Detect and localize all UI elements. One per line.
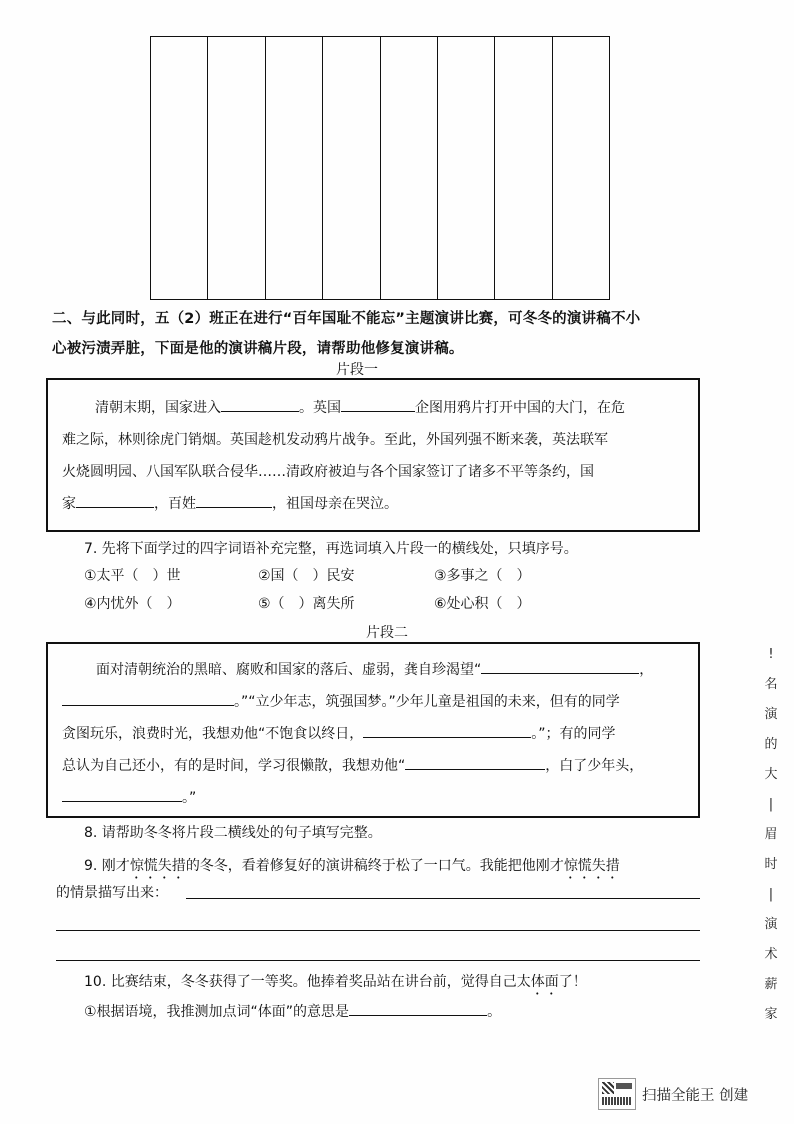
passage-2-blank-5[interactable]	[62, 786, 182, 802]
strip-char: 时	[764, 857, 778, 872]
q9-text: 9. 刚才	[84, 858, 130, 874]
passage-2-title: 片段二	[366, 625, 408, 641]
grid-column	[207, 37, 264, 299]
passage-2-blank-2[interactable]	[62, 690, 234, 706]
passage-2-text: 总认为自己还小，有的是时间，学习很懒散，我想劝他“	[62, 758, 406, 774]
strip-char: 演	[764, 707, 778, 722]
section-2-line-2: 心被污渍弄脏，下面是他的演讲稿片段，请帮助他修复演讲稿。	[52, 341, 464, 357]
strip-char: |	[768, 887, 774, 902]
question-10-line-2	[84, 999, 501, 1025]
passage-2-text: 。”；有的同学	[531, 726, 616, 742]
strip-char: 术	[764, 947, 778, 962]
passage-1-text: 家	[62, 496, 76, 512]
question-7-stem: 7. 先将下面学过的四字词语补充完整，再选词填入片段一的横线处，只填序号。	[84, 541, 578, 557]
passage-2-blank-1[interactable]	[481, 658, 639, 674]
q7-option-1: ①太平（ ）世	[84, 568, 181, 584]
grid-column	[494, 37, 551, 299]
passage-2-text: 。”	[182, 790, 197, 806]
question-10-line-1	[84, 969, 587, 998]
passage-1-text: ，祖国母亲在哭泣。	[272, 496, 398, 512]
passage-1-blank-3[interactable]	[76, 492, 154, 508]
passage-2-text: 面对清朝统治的黑暗、腐败和国家的落后、虚弱，龚自珍渴望“	[96, 662, 482, 678]
scanner-watermark	[598, 1079, 748, 1109]
passage-1-box	[46, 378, 700, 532]
strip-char: 演	[764, 917, 778, 932]
strip-char: !	[768, 647, 774, 662]
q9-answer-line-2[interactable]	[56, 930, 700, 931]
passage-1-blank-2[interactable]	[341, 396, 415, 412]
q10-text: ①根据语境，我推测加点词“体面”的意思是	[84, 1004, 350, 1020]
passage-2-blank-4[interactable]	[405, 754, 545, 770]
grid-column	[380, 37, 437, 299]
strip-char: 眉	[764, 827, 778, 842]
q9-dotted-word: 惊慌失措	[563, 858, 620, 874]
passage-1-line-3: 火烧圆明园、八国军队联合侵华……清政府被迫与各个国家签订了诸多不平等条约，国	[62, 464, 594, 480]
grid-column	[151, 37, 207, 299]
strip-char: 的	[764, 737, 778, 752]
strip-char: 名	[764, 677, 778, 692]
q7-option-6: ⑥处心积（ ）	[434, 596, 531, 612]
watermark-text: 扫描全能王 创建	[642, 1087, 749, 1104]
question-9-line-1	[84, 852, 704, 882]
q10-answer-blank[interactable]	[349, 1000, 487, 1016]
passage-1-blank-4[interactable]	[196, 492, 272, 508]
q10-text: 。	[487, 1004, 502, 1020]
section-2-heading	[52, 304, 712, 364]
grid-column	[437, 37, 494, 299]
q10-text: 了！	[558, 974, 587, 990]
passage-1-blank-1[interactable]	[221, 396, 299, 412]
question-9-line-2: 的情景描写出来：	[56, 885, 168, 901]
q10-text: 10. 比赛结束，冬冬获得了一等奖。他捧着奖品站在讲台前，觉得自己太	[84, 974, 531, 990]
qr-code-icon	[598, 1078, 636, 1110]
passage-2-blank-3[interactable]	[363, 722, 531, 738]
strip-char: 薪	[764, 977, 778, 992]
passage-1-title: 片段一	[336, 362, 378, 378]
q10-dotted-word: 体面	[530, 974, 559, 990]
passage-2-text: 贪图玩乐，浪费时光，我想劝他“不饱食以终日，	[62, 726, 364, 742]
passage-2-text: ，白了少年头，	[545, 758, 644, 774]
passage-1-text: 企图用鸦片打开中国的大门，在危	[415, 400, 625, 416]
strip-char: |	[768, 797, 774, 812]
strip-char: 大	[764, 767, 778, 782]
q7-option-3: ③多事之（ ）	[434, 568, 531, 584]
grid-column	[265, 37, 322, 299]
q7-option-2: ②国（ ）民安	[258, 568, 355, 584]
passage-1-text: ，百姓	[154, 496, 196, 512]
passage-1-text: 清朝末期，国家进入	[95, 400, 221, 416]
q7-option-5: ⑤（ ）离失所	[258, 596, 355, 612]
passage-2-box	[46, 642, 700, 818]
section-2-line-1: 二、与此同时，五（2）班正在进行“百年国耻不能忘”主题演讲比赛，可冬冬的演讲稿不小	[52, 311, 641, 327]
passage-2-text: 。”“立少年志，筑强国梦。”少年儿童是祖国的未来，但有的同学	[234, 694, 620, 710]
passage-1-text: 。英国	[299, 400, 341, 416]
right-edge-strip	[760, 640, 782, 1030]
grid-column	[322, 37, 379, 299]
question-8: 8. 请帮助冬冬将片段二横线处的句子填写完整。	[84, 825, 382, 841]
writing-grid	[150, 36, 610, 300]
passage-2-text: ，	[639, 662, 654, 678]
q9-dotted-word: 惊慌失措	[129, 858, 186, 874]
q9-answer-line-1[interactable]	[186, 898, 700, 899]
q9-text: 的冬冬，看着修复好的演讲稿终于松了一口气。我能把他刚才	[185, 858, 564, 874]
strip-char: 家	[764, 1007, 778, 1022]
q9-answer-line-3[interactable]	[56, 960, 700, 961]
passage-1-line-2: 难之际，林则徐虎门销烟。英国趁机发动鸦片战争。至此，外国列强不断来袭，英法联军	[62, 432, 608, 448]
grid-column	[552, 37, 609, 299]
q7-option-4: ④内忧外（ ）	[84, 596, 181, 612]
